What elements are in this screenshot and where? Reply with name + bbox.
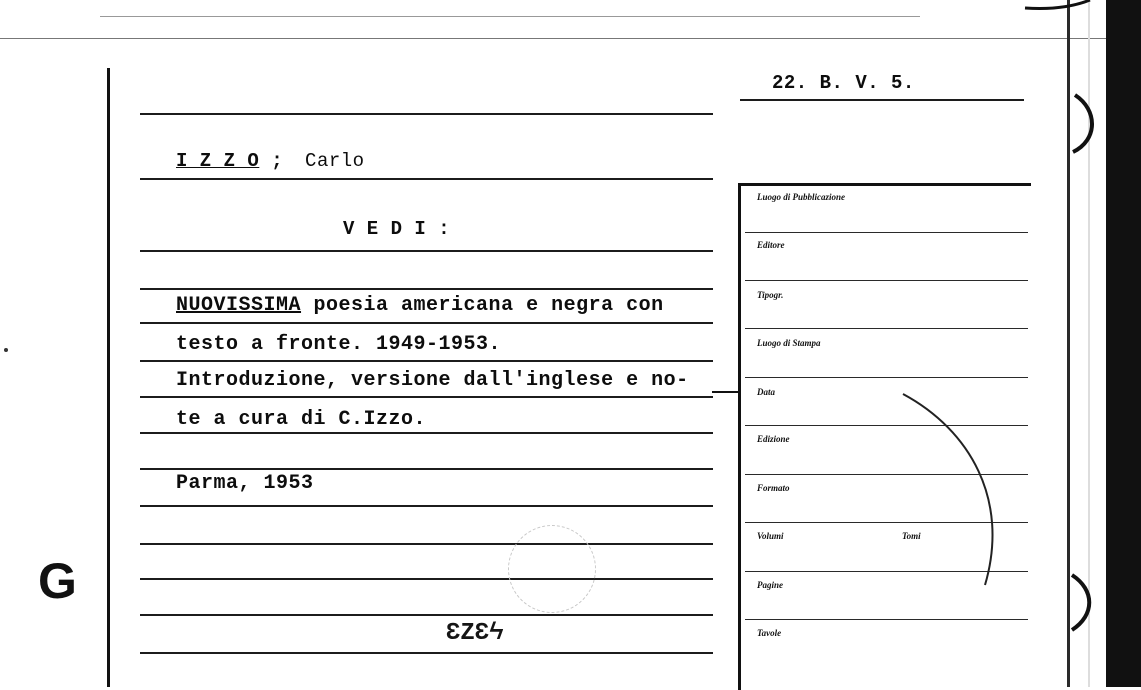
right-bracket-bottom bbox=[1072, 575, 1089, 630]
right-bracket-top bbox=[1073, 95, 1092, 152]
title-line-2: testo a fronte. 1949-1953. bbox=[176, 333, 502, 356]
title-main-heading: NUOVISSIMA bbox=[176, 294, 302, 317]
form-field-tomes: Tomi bbox=[902, 531, 921, 541]
form-field-volumes: Volumi bbox=[757, 531, 784, 541]
title-line-4: te a cura di C.Izzo. bbox=[176, 408, 427, 431]
form-field-place-of-printing: Luogo di Stampa bbox=[757, 338, 821, 348]
title-rest: poesia americana e negra con bbox=[301, 294, 664, 317]
form-field-pages: Pagine bbox=[757, 580, 783, 590]
form-field-place-of-publication: Luogo di Pubblicazione bbox=[757, 192, 846, 202]
form-field-format: Formato bbox=[757, 483, 790, 493]
form-field-date: Data bbox=[757, 387, 775, 397]
author-separator: ; bbox=[271, 150, 284, 172]
imprint: Parma, 1953 bbox=[176, 472, 314, 495]
form-field-edition: Edizione bbox=[757, 434, 790, 444]
margin-letter: G bbox=[38, 553, 77, 609]
author-surname: I Z Z O bbox=[176, 150, 260, 172]
pencil-curve bbox=[903, 394, 993, 585]
author-given-name: Carlo bbox=[305, 150, 365, 172]
form-field-printer: Tipogr. bbox=[757, 290, 784, 300]
top-right-hook bbox=[1025, 0, 1090, 9]
shelfmark: 22. B. V. 5. bbox=[772, 72, 915, 94]
see-label: V E D I : bbox=[343, 218, 451, 240]
form-field-publisher: Editore bbox=[757, 240, 785, 250]
speck bbox=[4, 348, 8, 352]
form-field-plates: Tavole bbox=[757, 628, 782, 638]
title-line-3: Introduzione, versione dall'inglese e no- bbox=[176, 369, 689, 392]
stamp-number: ƐZƐϟ bbox=[446, 620, 504, 647]
